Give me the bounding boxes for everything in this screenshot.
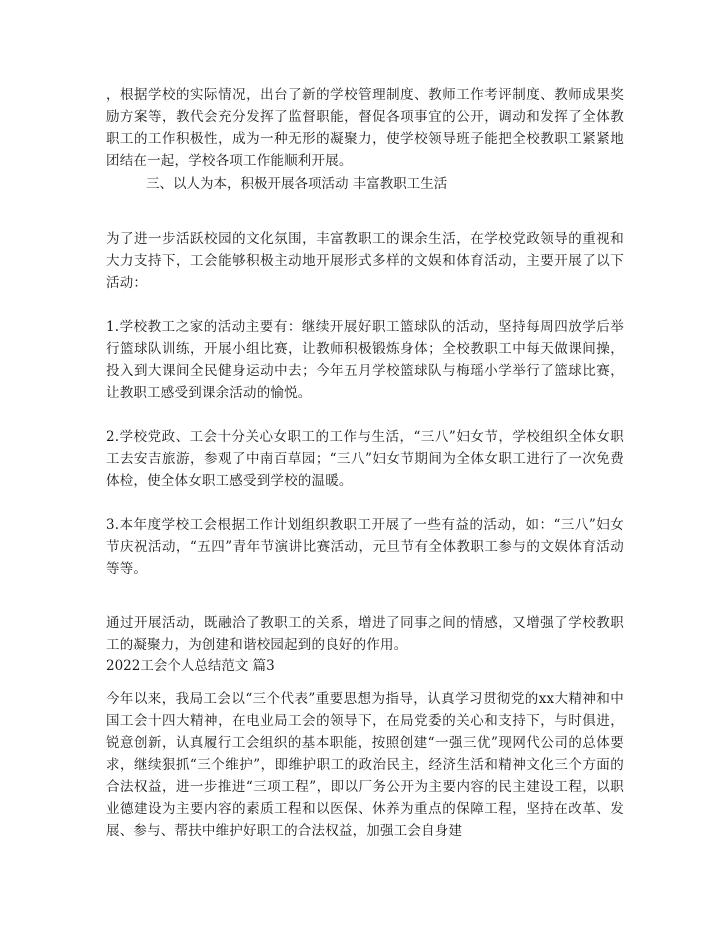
paragraph-activities-summary: 通过开展活动，既融洽了教职工的关系，增进了同事之间的情感，又增强了学校教职工的凝聚力，为创建和谐校园起到的良好的作用。	[106, 615, 624, 653]
paragraph-school-management: ，根据学校的实际情况，出台了新的学校管理制度、教师工作考评制度、教师成果奖励方案等，教代会充分发挥了监督职能，督促各项事宜的公开，调动和发挥了全体教职工的工作积极性，成为一种无形的凝聚力，使学校领导班子能把全校教职工紧紧地团结在一起，学校各项工作能顺利开展。	[106, 87, 624, 169]
paragraph-union-work: 今年以来，我局工会以“三个代表”重要思想为指导，认真学习贯彻党的xx大精神和中国工会十四大精神，在电业局工会的领导下，在局党委的关心和支持下，与时俱进，锐意创新，认真履行工会组织的基本职能，按照创建“一强三优”现网代公司的总体要求，继续狠抓“三个维护”，即维护职工的政治民主，经济生活和精神文化三个方面的合法权益，进一步推进“三项工程”，即以厂务公开为主要内容的民主建设工程，以职业德建设为主要内容的素质工程和以医保、休养为重点的保障工程，坚持在改革、发展、参与、帮扶中维护好职工的合法权益，加强工会自身建	[106, 691, 624, 839]
list-item-events: 3.本年度学校工会根据工作计划组织教职工开展了一些有益的活动，如：“三八”妇女节庆祝活动，“五四”青年节演讲比赛活动，元旦节有全体教职工参与的文娱体育活动等等。	[106, 517, 624, 577]
paragraph-activities-intro: 为了进一步活跃校园的文化氛围，丰富教职工的课余生活，在学校党政领导的重视和大力支持下，工会能够积极主动地开展形式多样的文娱和体育活动，主要开展了以下活动：	[106, 231, 624, 291]
list-item-womens-day: 2.学校党政、工会十分关心女职工的工作与生活，“三八”妇女节，学校组织全体女职工去安吉旅游，参观了中南百草园；“三八”妇女节期间为全体女职工进行了一次免费体检，使全体女职工感受到学校的温暖。	[106, 429, 624, 489]
list-item-basketball: 1.学校教工之家的活动主要有：继续开展好职工篮球队的活动，坚持每周四放学后举行篮球队训练，开展小组比赛，让教师积极锻炼身体；全校教职工中每天做课间操，投入到大课间全民健身运动中去；今年五月学校篮球队与梅瑶小学举行了篮球比赛，让教职工感受到课余活动的愉悦。	[106, 319, 624, 401]
section-heading-activities: 三、以人为本，积极开展各项活动 丰富教职工生活	[146, 176, 448, 192]
document-section-title: 2022工会个人总结范文 篇3	[106, 658, 275, 674]
